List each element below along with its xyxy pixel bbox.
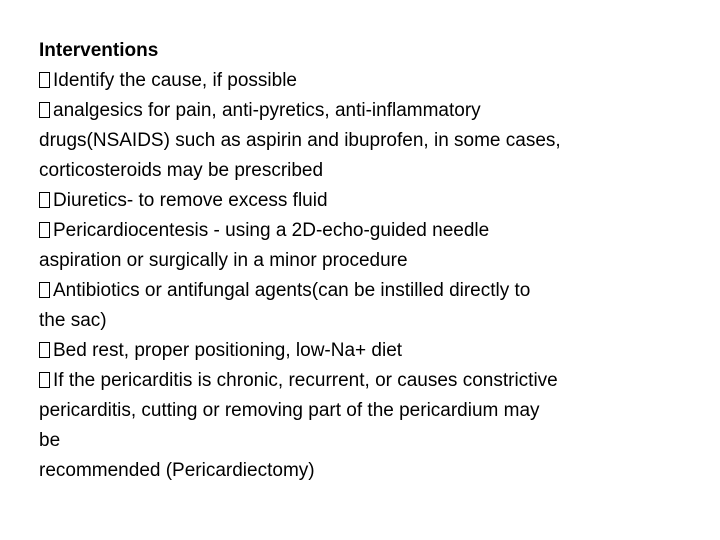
list-item [39, 216, 699, 276]
missing-glyph-bullet-icon [39, 102, 50, 118]
list-item-text: Pericardiocentesis - using a 2D-echo-guided needle [53, 220, 490, 241]
list-item-text: Diuretics- to remove excess fluid [53, 190, 328, 211]
list-item-text: analgesics for pain, anti-pyretics, anti-inflammatory [53, 100, 481, 121]
list-item-line: recommended (Pericardiectomy) [39, 460, 315, 481]
list-item-line: be [39, 430, 61, 451]
list-item-line: aspiration or surgically in a minor procedure [39, 250, 408, 271]
list-item [39, 96, 699, 186]
interventions-list [39, 66, 699, 486]
missing-glyph-bullet-icon [39, 342, 50, 358]
list-item-line [39, 96, 699, 126]
list-item-text: Bed rest, proper positioning, low-Na+ diet [53, 340, 403, 361]
list-item [39, 366, 699, 486]
list-item-line [39, 366, 699, 396]
list-item-line [39, 336, 699, 366]
list-item-text: Antibiotics or antifungal agents(can be instilled directly to [53, 280, 531, 301]
list-item-line [39, 186, 699, 216]
missing-glyph-bullet-icon [39, 372, 50, 388]
list-item-line: pericarditis, cutting or removing part of the pericardium may [39, 400, 540, 421]
list-item-line [39, 66, 699, 96]
list-item [39, 336, 699, 366]
list-item-line: corticosteroids may be prescribed [39, 160, 324, 181]
list-item-text: Identify the cause, if possible [53, 70, 297, 91]
slide-content [39, 36, 699, 486]
list-item-line [39, 276, 699, 306]
list-item [39, 186, 699, 216]
missing-glyph-bullet-icon [39, 282, 50, 298]
missing-glyph-bullet-icon [39, 222, 50, 238]
slide-title: Interventions [39, 40, 159, 61]
list-item [39, 276, 699, 336]
missing-glyph-bullet-icon [39, 72, 50, 88]
list-item-line [39, 216, 699, 246]
list-item-line: drugs(NSAIDS) such as aspirin and ibuprofen, in some cases, [39, 130, 561, 151]
list-item [39, 66, 699, 96]
missing-glyph-bullet-icon [39, 192, 50, 208]
list-item-text: If the pericarditis is chronic, recurrent, or causes constrictive [53, 370, 558, 391]
list-item-line: the sac) [39, 310, 107, 331]
